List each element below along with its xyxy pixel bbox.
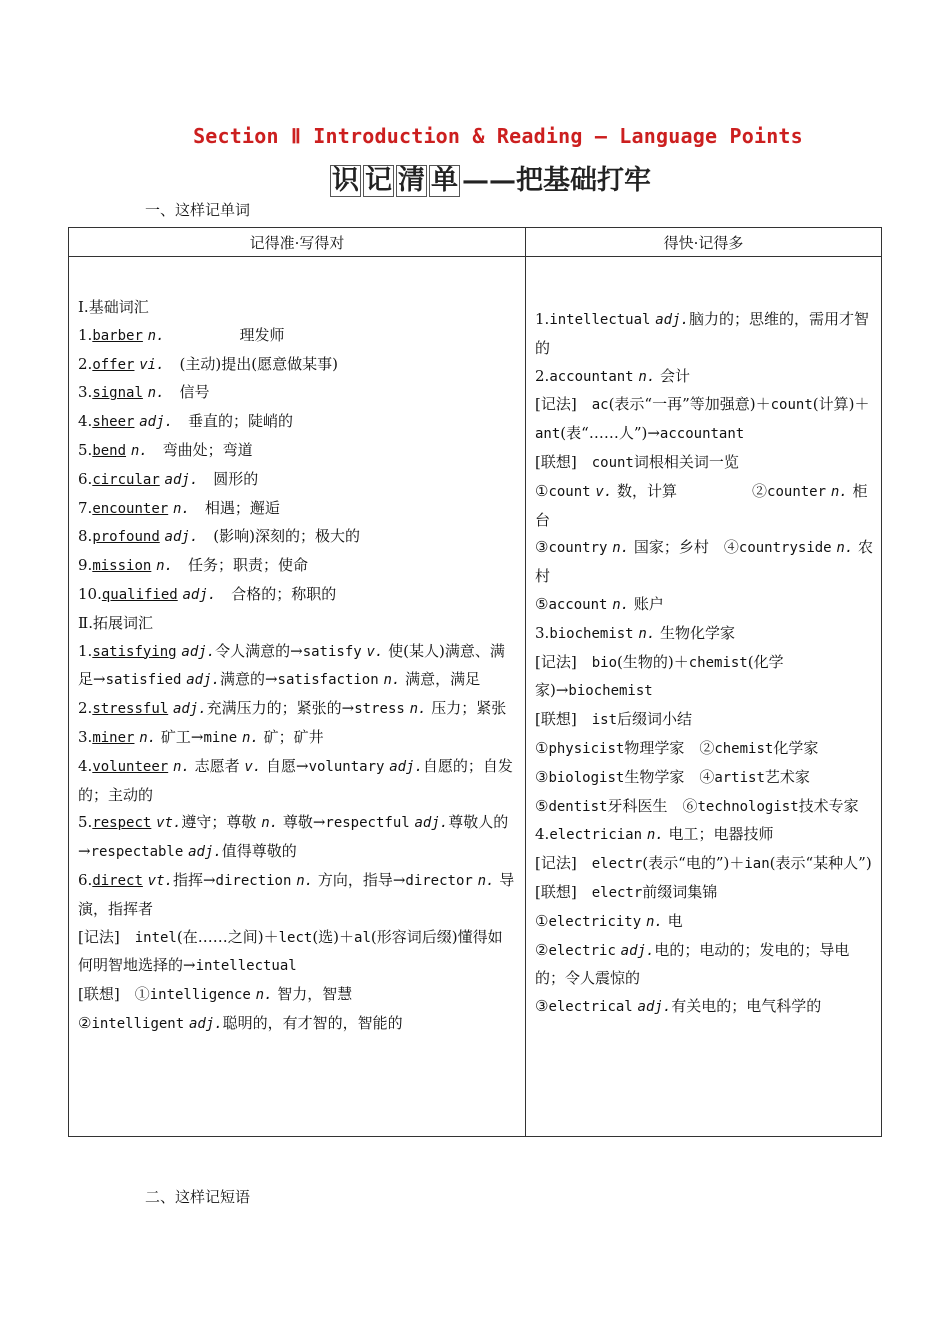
line-text: 技术专家 — [798, 796, 859, 815]
line-text: 弯曲处；弯道 — [147, 440, 253, 459]
table-header-left: 记得准·写得对 — [69, 228, 526, 257]
table-header-right: 得快·记得多 — [526, 228, 882, 257]
line-text: 6. — [78, 469, 93, 488]
line-text: biochemist — [549, 625, 634, 642]
part-of-speech: n. — [296, 872, 314, 889]
line-text: 国家；乡村 ④ — [629, 538, 739, 557]
part-of-speech: adj. — [164, 471, 199, 488]
part-of-speech: n. — [612, 540, 630, 557]
line-text: 数，计算 ② — [612, 481, 768, 500]
line-text: 满意，满足 — [400, 670, 481, 689]
line-text: 使(某人)满意、满足→ — [78, 641, 505, 689]
line-text: 4. — [535, 825, 550, 844]
right-column — [527, 258, 880, 1022]
vocab-line — [535, 850, 874, 879]
line-text: 矿工→ — [156, 727, 204, 746]
part-of-speech: adj. — [620, 942, 655, 959]
line-text: 3. — [535, 623, 550, 642]
vocab-line — [535, 879, 874, 908]
part-of-speech: n. — [409, 701, 427, 718]
line-text: 账户 — [629, 594, 664, 613]
line-text: direction — [215, 872, 292, 889]
vocab-line — [535, 449, 874, 478]
line-text: 物理学家 ② — [624, 738, 715, 757]
line-text: 电工；电器技师 — [663, 825, 774, 844]
line-text: 指挥→ — [172, 870, 216, 889]
vocab-word: satisfying — [92, 643, 177, 660]
line-text: 尊敬人的→ — [78, 813, 509, 861]
part-of-speech: v. — [244, 758, 262, 775]
part-of-speech: adj. — [414, 815, 449, 832]
line-text: 脑力的；思维的，需用才智的 — [535, 310, 869, 357]
part-of-speech: n. — [156, 558, 173, 575]
vocab-word: encounter — [92, 500, 169, 517]
part-of-speech: vi. — [139, 356, 165, 373]
line-text: 相遇；邂逅 — [189, 498, 280, 517]
line-text: 满意的→ — [219, 670, 278, 689]
part-of-speech: adj. — [181, 643, 216, 660]
vocab-line — [78, 408, 516, 437]
line-text: 圆形的 — [198, 469, 259, 488]
part-of-speech: v. — [595, 483, 613, 500]
line-text: electr — [591, 884, 643, 901]
vocab-line — [78, 695, 516, 724]
vocab-line — [535, 363, 874, 392]
subtitle-char: 清 — [398, 165, 425, 196]
part-of-speech: n. — [645, 913, 663, 930]
vocab-line — [78, 981, 516, 1010]
line-text: Ⅱ.拓展词汇 — [78, 613, 153, 632]
line-text: ① — [535, 911, 549, 930]
vocab-line — [78, 351, 516, 380]
line-text: intel — [134, 929, 177, 946]
line-text: 8. — [78, 527, 93, 546]
part-of-speech: n. — [172, 500, 190, 517]
line-text: satisfy — [302, 643, 362, 660]
line-text: counter — [767, 483, 827, 500]
line-text: 生物学家 ④ — [624, 767, 715, 786]
line-text: 聪明的，有才智的，智能的 — [222, 1013, 403, 1032]
line-text: 2. — [535, 366, 550, 385]
line-text: account — [548, 596, 608, 613]
vocab-line — [535, 908, 874, 937]
vocab-line — [78, 523, 516, 552]
vocab-line — [78, 638, 516, 696]
line-text: 4. — [78, 412, 93, 431]
part-of-speech: n. — [130, 442, 148, 459]
line-text: 7. — [78, 498, 93, 517]
line-text: 会计 — [655, 366, 691, 385]
line-text: 合格的；称职的 — [216, 584, 337, 603]
vocab-line — [535, 306, 874, 363]
line-text: (选)＋ — [312, 927, 355, 946]
part-of-speech: vt. — [156, 815, 182, 832]
line-text: director — [405, 872, 473, 889]
section-heading-phrases: 二、这样记短语 — [145, 1188, 251, 1206]
part-of-speech: n. — [638, 368, 656, 385]
line-text: 3. — [78, 727, 93, 746]
part-of-speech: n. — [830, 483, 848, 500]
vocab-line — [535, 478, 874, 535]
line-text: 值得尊敬的 — [221, 842, 297, 861]
line-text: 化学家 — [773, 738, 819, 757]
line-text: 牙科医生 ⑥ — [607, 796, 698, 815]
line-text: 6. — [78, 870, 93, 889]
vocab-line — [535, 764, 874, 793]
line-text: bio — [591, 654, 618, 671]
vocab-table — [68, 227, 882, 1137]
vocab-line — [78, 610, 516, 638]
line-text: respectful — [325, 815, 410, 832]
line-text: ③ — [535, 538, 549, 557]
vocab-word: qualified — [101, 586, 178, 603]
vocab-word: miner — [92, 729, 135, 746]
line-text: count — [770, 397, 813, 414]
vocab-line — [535, 706, 874, 735]
vocab-word: stressful — [92, 701, 169, 718]
vocab-line — [535, 620, 874, 649]
line-text: 5. — [78, 813, 93, 832]
part-of-speech: n. — [638, 625, 656, 642]
vocab-line — [78, 809, 516, 867]
line-text: electrical — [548, 999, 633, 1016]
line-text: 方向，指导→ — [313, 870, 406, 889]
left-column — [70, 258, 524, 1039]
vocab-word: signal — [92, 385, 143, 402]
vocab-word: mission — [92, 558, 152, 575]
part-of-speech: n. — [836, 540, 854, 557]
vocab-line — [78, 581, 516, 610]
part-of-speech: adj. — [655, 312, 689, 328]
part-of-speech: adj. — [188, 844, 222, 861]
part-of-speech: adj. — [186, 672, 220, 689]
line-text: 垂直的；陡峭的 — [172, 412, 293, 431]
page-title: Section Ⅱ Introduction & Reading — Language Points — [193, 124, 803, 148]
line-text: 1. — [78, 325, 93, 344]
part-of-speech: n. — [147, 385, 165, 402]
line-text: lect — [278, 929, 313, 946]
line-text: [联想] — [535, 452, 592, 471]
line-text: electr — [591, 856, 643, 873]
vocab-line — [78, 724, 516, 753]
line-text: 有关电的；电气科学的 — [671, 997, 822, 1016]
line-text: voluntary — [308, 758, 385, 775]
line-text: biochemist — [568, 683, 653, 700]
line-text: 5. — [78, 440, 93, 459]
vocab-word: volunteer — [92, 758, 169, 775]
line-text: respectable — [90, 844, 184, 861]
line-text: 导演，指挥者 — [78, 870, 515, 918]
subtitle-rest: ——把基础打牢 — [462, 165, 651, 196]
vocab-line — [535, 937, 874, 994]
part-of-speech: adj. — [188, 1015, 223, 1032]
line-text: 词根相关词一览 — [633, 452, 739, 471]
part-of-speech: adj. — [389, 758, 423, 775]
vocab-line — [78, 495, 516, 524]
line-text: chemist — [714, 740, 774, 757]
line-text: [记法] — [535, 395, 592, 414]
line-text: accountant — [659, 426, 745, 443]
vocab-line — [78, 867, 516, 924]
vocab-line — [78, 466, 516, 495]
line-text: electrician — [549, 827, 643, 844]
line-text: ist — [591, 712, 618, 729]
vocab-word: sheer — [92, 414, 135, 431]
subtitle-char: 单 — [431, 165, 458, 196]
vocab-line — [535, 821, 874, 850]
line-text: 志愿者 — [189, 756, 245, 775]
part-of-speech: adj. — [182, 586, 217, 603]
part-of-speech: n. — [477, 872, 495, 889]
line-text: dentist — [548, 798, 608, 815]
part-of-speech: n. — [646, 827, 664, 844]
line-text: ② — [535, 940, 549, 959]
line-text: [联想] ① — [78, 985, 150, 1004]
line-text: Ⅰ.基础词汇 — [78, 298, 149, 316]
vocab-word: profound — [92, 529, 160, 546]
line-text: 前缀词集锦 — [642, 882, 718, 901]
line-text: 2. — [78, 699, 93, 718]
part-of-speech: adj. — [172, 701, 207, 718]
line-text: ian — [744, 856, 770, 873]
line-text: 柜台 — [535, 481, 868, 529]
line-text: 9. — [78, 556, 93, 575]
line-text: electric — [548, 942, 616, 959]
part-of-speech: adj. — [164, 529, 199, 546]
line-text: countryside — [738, 540, 832, 557]
line-text: count — [591, 454, 634, 471]
line-text: 4. — [78, 756, 93, 775]
vocab-word: circular — [92, 471, 160, 488]
vocab-line — [78, 753, 516, 810]
line-text: 自愿→ — [261, 756, 309, 775]
line-text: accountant — [549, 368, 634, 385]
line-text: 压力；紧张 — [426, 699, 507, 718]
vocab-word: offer — [92, 356, 135, 373]
line-text: 矿；矿井 — [258, 727, 324, 746]
line-text: 尊敬→ — [278, 813, 326, 832]
line-text: ant — [535, 426, 561, 443]
line-text: country — [548, 540, 608, 557]
part-of-speech: n. — [261, 815, 279, 832]
line-text: 农村 — [535, 538, 874, 586]
line-text: [联想] — [535, 710, 592, 729]
line-text: ③ — [535, 997, 549, 1016]
part-of-speech: n. — [383, 672, 401, 689]
vocab-line — [535, 735, 874, 764]
line-text: physicist — [548, 740, 625, 757]
vocab-word: respect — [92, 815, 152, 832]
line-text: (主动)提出(愿意做某事) — [164, 354, 338, 373]
line-text: (表示“电的”)＋ — [642, 854, 745, 873]
line-text: stress — [354, 701, 405, 718]
line-text: (表“……人”)→ — [560, 424, 660, 443]
line-text: intelligence — [149, 987, 251, 1004]
line-text: electricity — [548, 913, 642, 930]
section-heading-words: 一、这样记单词 — [145, 201, 251, 219]
part-of-speech: n. — [172, 758, 190, 775]
vocab-line — [78, 1010, 516, 1039]
part-of-speech: adj. — [139, 414, 173, 431]
part-of-speech: n. — [255, 987, 273, 1004]
line-text: 后缀词小结 — [617, 710, 693, 729]
line-text: [记法] — [535, 854, 592, 873]
subtitle — [330, 158, 651, 197]
line-text: (影响)深刻的；极大的 — [198, 527, 360, 546]
part-of-speech: n. — [241, 729, 259, 746]
line-text: 理发师 — [164, 325, 285, 344]
line-text: (表示“某种人”) — [769, 854, 872, 873]
vocab-line — [78, 322, 516, 351]
line-text: chemist — [688, 654, 748, 671]
line-text: (在……之间)＋ — [176, 927, 279, 946]
vocab-line — [78, 379, 516, 408]
line-text: 电 — [662, 911, 683, 930]
line-text: mine — [203, 729, 238, 746]
vocab-word: barber — [92, 327, 143, 344]
line-text: intelligent — [91, 1015, 185, 1032]
part-of-speech: n. — [147, 327, 165, 344]
line-text: 1. — [78, 641, 93, 660]
vocab-line — [78, 294, 516, 322]
line-text: 任务；职责；使命 — [172, 556, 308, 575]
line-text: 10. — [78, 584, 102, 603]
line-text: intellectual — [549, 312, 651, 328]
vocab-word: direct — [92, 872, 143, 889]
line-text: satisfied — [105, 672, 182, 689]
line-text: 充满压力的；紧张的→ — [206, 699, 355, 718]
vocab-line — [78, 924, 516, 982]
part-of-speech: n. — [139, 729, 157, 746]
vocab-line — [535, 391, 874, 449]
line-text: 电的；电动的；发电的；导电的；令人震惊的 — [535, 940, 850, 988]
line-text: artist — [714, 769, 765, 786]
vocab-line — [78, 552, 516, 581]
line-text: (表示“一再”等加强意)＋ — [608, 395, 771, 414]
line-text: (化学家)→ — [535, 652, 784, 700]
line-text: ① — [535, 738, 549, 757]
line-text: intellectual — [195, 958, 297, 975]
part-of-speech: vt. — [147, 872, 173, 889]
line-text: 2. — [78, 354, 93, 373]
part-of-speech: adj. — [637, 999, 672, 1016]
line-text: 信号 — [164, 383, 210, 402]
line-text: count — [548, 483, 591, 500]
part-of-speech: n. — [612, 596, 630, 613]
line-text: satisfaction — [277, 672, 379, 689]
vocab-line — [535, 649, 874, 707]
line-text: ⑤ — [535, 594, 549, 613]
line-text: 艺术家 — [764, 767, 810, 786]
subtitle-char: 识 — [332, 165, 359, 196]
line-text: (计算)＋ — [812, 395, 870, 414]
line-text: biologist — [548, 769, 625, 786]
line-text: ③ — [535, 767, 549, 786]
line-text: ac — [591, 397, 609, 414]
line-text: 1. — [535, 310, 550, 328]
line-text: 生物化学家 — [655, 623, 736, 642]
vocab-line — [535, 793, 874, 822]
vocab-line — [78, 437, 516, 466]
part-of-speech: v. — [366, 643, 384, 660]
line-text: ② — [78, 1013, 92, 1032]
line-text: ① — [535, 481, 549, 500]
line-text: 令人满意的→ — [215, 641, 303, 660]
line-text: [联想] — [535, 882, 592, 901]
line-text: [记法] — [78, 927, 135, 946]
line-text: 自愿的；自发的；主动的 — [78, 756, 513, 804]
line-text: al — [354, 929, 371, 946]
line-text: technologist — [697, 798, 799, 815]
line-text: (生物的)＋ — [617, 652, 689, 671]
line-text: (形容词后缀)懂得如何明智地选择的→ — [78, 927, 503, 975]
line-text: 遵守；尊敬 — [181, 813, 262, 832]
vocab-line — [535, 993, 874, 1022]
line-text: ⑤ — [535, 796, 549, 815]
line-text: [记法] — [535, 652, 592, 671]
vocab-line — [535, 591, 874, 620]
vocab-word: bend — [92, 442, 127, 459]
line-text: 智力，智慧 — [272, 985, 353, 1004]
vocab-line — [535, 534, 874, 591]
line-text: 3. — [78, 383, 93, 402]
subtitle-char: 记 — [365, 165, 392, 196]
